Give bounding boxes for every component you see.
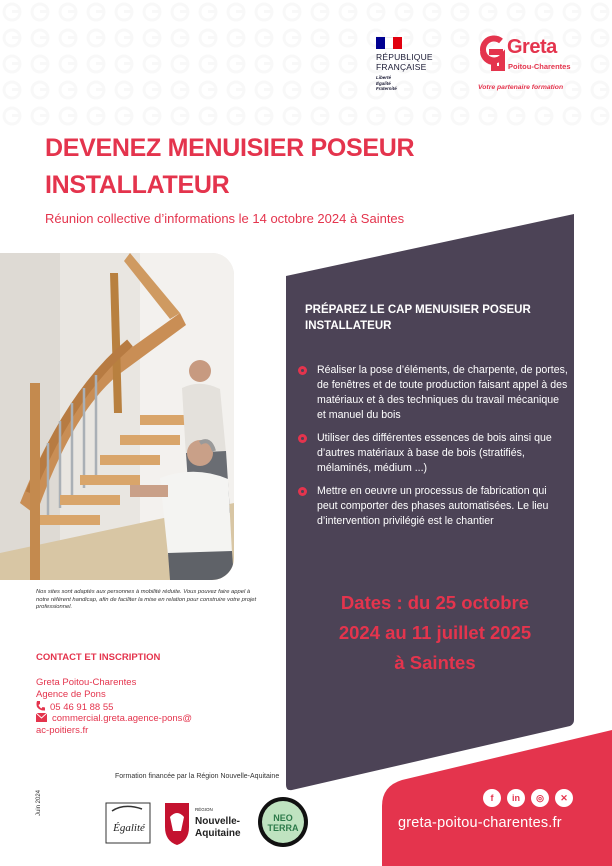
list-item: Mettre en oeuvre un processus de fabrication qui peut comporter des phases automatisées. Le lieu d’intervention privilégié est le chantier [298, 484, 568, 529]
instagram-icon[interactable]: ◎ [531, 789, 549, 807]
greta-name: Greta [507, 36, 557, 58]
greta-region: Poitou-Charentes [508, 62, 571, 71]
website-link[interactable]: greta-poitou-charentes.fr [398, 815, 562, 831]
republique-name: RÉPUBLIQUE FRANÇAISE [376, 52, 433, 72]
greta-tagline: Votre partenaire formation [478, 84, 564, 91]
contact-title: CONTACT ET INSCRIPTION [36, 652, 161, 663]
contact-email-continued[interactable]: ac-poitiers.fr [36, 725, 89, 736]
meeting-subtitle: Réunion collective d’informations le 14 octobre 2024 à Saintes [45, 211, 405, 226]
x-icon[interactable]: ✕ [555, 789, 573, 807]
contact-org: Greta Poitou-Charentes [36, 677, 137, 688]
list-item: Utiliser des différentes essences de bois ainsi que d’autres matériaux à base de bois (stratifiés, mélaminés, médium ...) [298, 431, 568, 476]
page-title: DEVENEZ MENUISIER POSEUR INSTALLATEUR [45, 134, 415, 199]
program-title: PRÉPAREZ LE CAP MENUISIER POSEUR INSTALLATEUR [305, 304, 531, 332]
svg-text:Nouvelle-: Nouvelle- [195, 816, 241, 827]
svg-text:Aquitaine: Aquitaine [195, 828, 241, 839]
svg-text:TERRA: TERRA [267, 823, 299, 833]
svg-text:RÉGION: RÉGION [195, 807, 213, 812]
linkedin-icon[interactable]: in [507, 789, 525, 807]
training-dates: Dates : du 25 octobre 2024 au 11 juillet 2025 à Saintes [338, 592, 532, 673]
contact-agency: Agence de Pons [36, 689, 106, 700]
financing-note: Formation financée par la Région Nouvelle-Aquitaine [115, 773, 280, 780]
contact-email[interactable]: commercial.greta.agence-pons@ [36, 713, 192, 725]
accessibility-caption: Nos sites sont adaptés aux personnes à mobilité réduite. Vous pouvez faire appel à notre référent handicap, afin de faciliter la mise en relation pour construire votre projet professionnel. [36, 589, 257, 610]
republique-motto: Liberté Égalité Fraternité [376, 75, 397, 91]
list-item: Réaliser la pose d’éléments, de charpente, de portes, de fenêtres et de toute production faisant appel à des matériaux et à des techniques du travail mécanique et manuel du bois [298, 363, 568, 423]
svg-text:Égalité: Égalité [113, 822, 145, 834]
print-date: Juin 2024 [36, 789, 43, 817]
svg-text:NEO: NEO [273, 813, 293, 823]
contact-phone[interactable]: 05 46 91 88 55 [36, 701, 113, 714]
facebook-icon[interactable]: f [483, 789, 501, 807]
